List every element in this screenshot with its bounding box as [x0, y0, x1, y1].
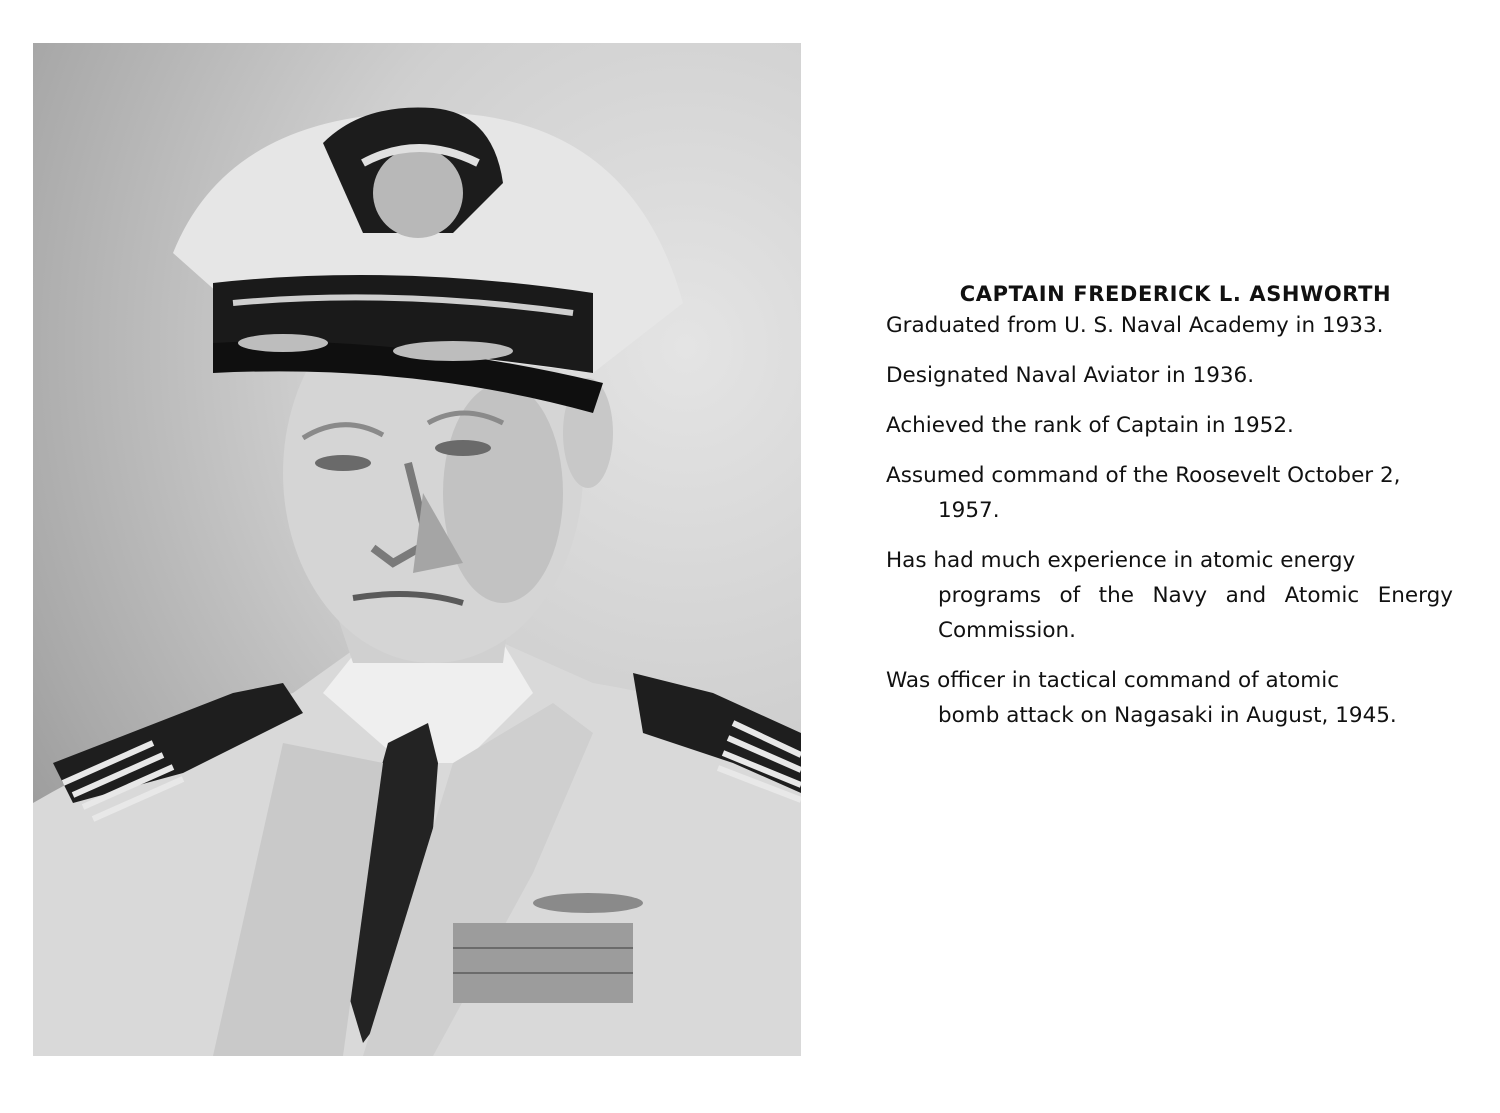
portrait-photo — [33, 43, 801, 1056]
bio-entry — [886, 408, 1453, 443]
bio-entry-text: Achieved the rank of Captain in 1952. — [886, 413, 1294, 438]
bio-entry — [886, 458, 1453, 528]
bio-entry-text: Has had much experience in atomic energy — [886, 548, 1356, 573]
bio-entry — [886, 663, 1453, 733]
ribbon-bars — [453, 923, 633, 1003]
bio-entry-text: Graduated from U. S. Naval Academy in 1933. — [886, 313, 1384, 338]
bio-entry — [886, 543, 1453, 648]
bio-entry-continuation: 1957. — [938, 498, 1000, 523]
eye-right — [435, 440, 491, 456]
portrait-illustration — [33, 43, 801, 1056]
bio-entry-continuation: bomb attack on Nagasaki in August, 1945. — [938, 703, 1397, 728]
eye-left — [315, 455, 371, 471]
eagle-badge — [373, 148, 463, 238]
bio-entry-text: Was officer in tactical command of atomic — [886, 668, 1340, 693]
bio-entry-text: Designated Naval Aviator in 1936. — [886, 363, 1255, 388]
officer-name: CAPTAIN FREDERICK L. ASHWORTH — [959, 282, 1392, 306]
bio-entry-continuation: programs of the Navy and Atomic Energy Commission. — [938, 583, 1453, 643]
bio-entry — [886, 308, 1453, 343]
bio-entry-text: Assumed command of the Roosevelt October 2, — [886, 463, 1401, 488]
aviator-wings — [533, 893, 643, 913]
bio-entry — [886, 358, 1453, 393]
biography — [886, 282, 1453, 748]
